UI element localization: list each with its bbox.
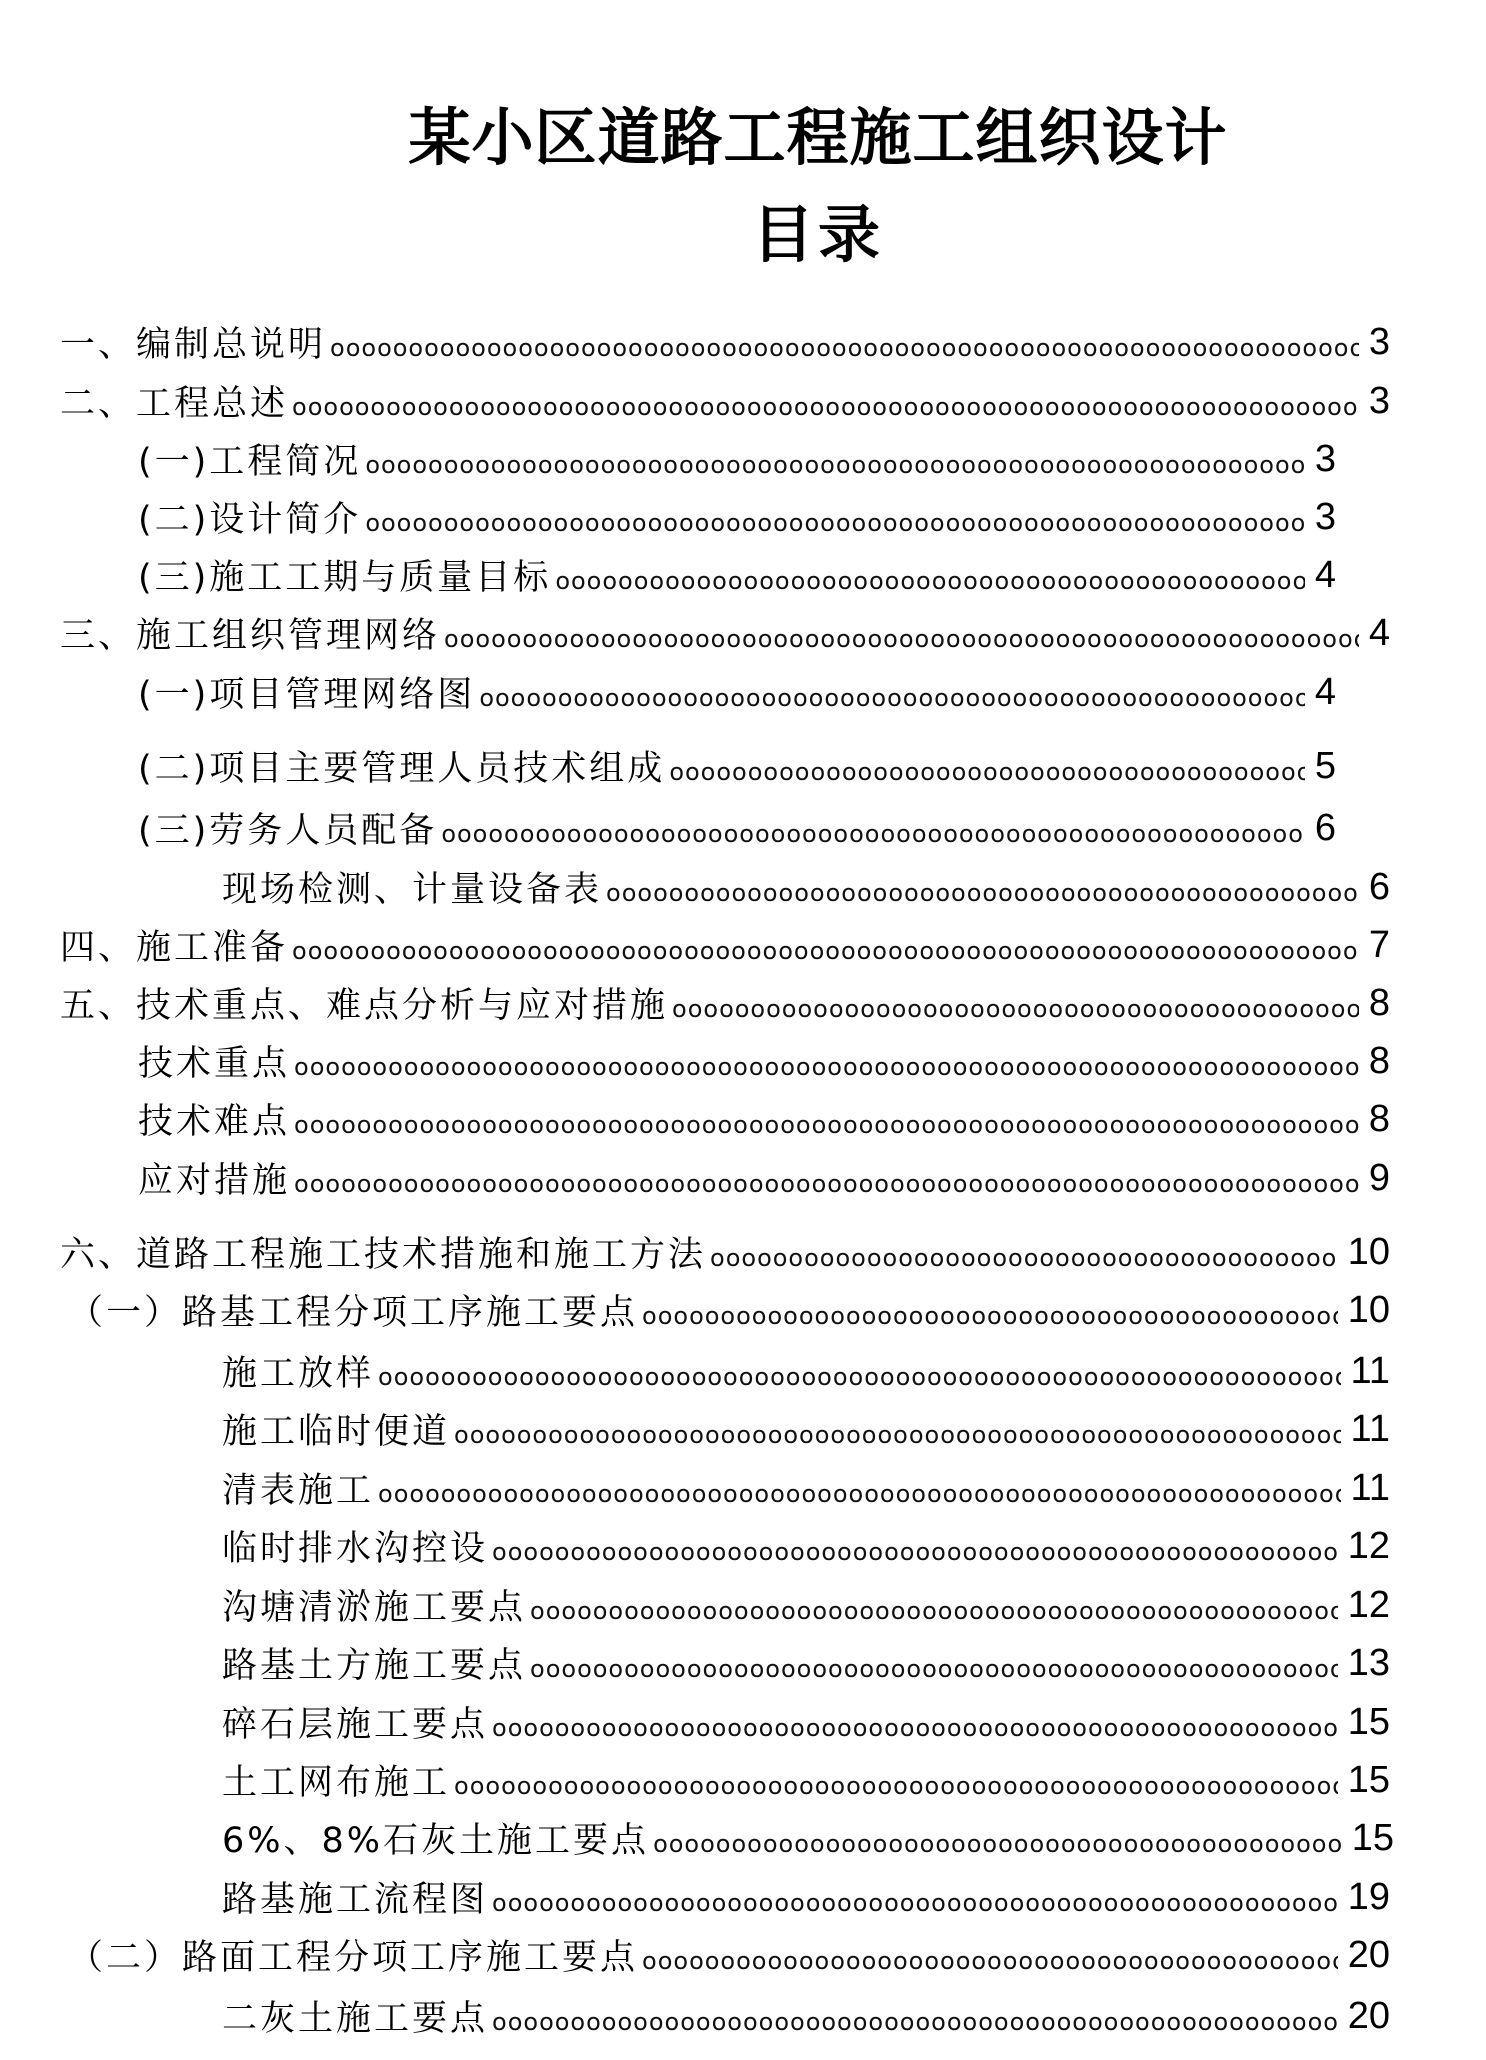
toc-entry-label: 六、道路工程施工技术措施和施工方法 xyxy=(60,1235,707,1275)
toc-entry-page: 12 xyxy=(1347,1524,1390,1567)
dot-leader xyxy=(441,820,1305,848)
dot-leader xyxy=(672,995,1359,1023)
toc-entry-page: 11 xyxy=(1350,1349,1390,1392)
toc-entry-label: 路基施工流程图 xyxy=(222,1880,489,1920)
toc-entry[interactable] xyxy=(138,667,1336,717)
dot-leader xyxy=(642,1302,1338,1330)
toc-entry-label: 四、施工准备 xyxy=(60,928,289,968)
toc-entry-label: 五、技术重点、难点分析与应对措施 xyxy=(60,986,669,1026)
dot-leader xyxy=(444,625,1359,653)
toc-entry-label: 土工网布施工 xyxy=(222,1763,451,1803)
dot-leader xyxy=(454,1421,1341,1449)
toc-entry[interactable] xyxy=(60,920,1390,970)
toc-entry-label: 清表施工 xyxy=(222,1471,375,1511)
toc-entry[interactable] xyxy=(60,1227,1390,1277)
dot-leader xyxy=(479,684,1305,712)
toc-entry-label: 6%、8%石灰土施工要点 xyxy=(222,1821,650,1861)
toc-entry-page: 3 xyxy=(1314,495,1336,538)
dot-leader xyxy=(530,1655,1338,1683)
dot-leader xyxy=(365,451,1305,479)
toc-entry-page: 8 xyxy=(1368,1097,1390,1140)
toc-entry-label: 临时排水沟控设 xyxy=(222,1529,489,1569)
toc-entry-page: 4 xyxy=(1314,553,1336,596)
toc-entry[interactable] xyxy=(60,978,1390,1028)
toc-entry-page: 20 xyxy=(1347,1933,1390,1976)
toc-entry-label: (一)工程简况 xyxy=(138,442,362,482)
dot-leader xyxy=(330,334,1359,362)
dot-leader xyxy=(492,1889,1338,1917)
toc-entry-label: 技术重点 xyxy=(138,1044,291,1084)
toc-entry[interactable] xyxy=(222,1697,1390,1747)
toc-entry[interactable] xyxy=(222,1991,1390,2041)
dot-leader xyxy=(492,2008,1338,2036)
dot-leader xyxy=(292,937,1359,965)
toc-entry-page: 9 xyxy=(1368,1156,1390,1199)
dot-leader xyxy=(294,1170,1359,1198)
dot-leader xyxy=(365,509,1305,537)
toc-entry-page: 8 xyxy=(1368,1039,1390,1082)
toc-entry-page: 12 xyxy=(1347,1583,1390,1626)
toc-entry-page: 3 xyxy=(1314,437,1336,480)
dot-leader xyxy=(454,1772,1338,1800)
toc-entry[interactable] xyxy=(222,1813,1394,1863)
toc-entry-page: 15 xyxy=(1351,1816,1394,1859)
toc-entry-label: 施工临时便道 xyxy=(222,1412,451,1452)
toc-entry-page: 3 xyxy=(1368,320,1390,363)
toc-entry-label: 二、工程总述 xyxy=(60,384,289,424)
toc-entry[interactable] xyxy=(222,1346,1390,1396)
toc-entry-label: 一、编制总说明 xyxy=(60,325,327,365)
dot-leader xyxy=(294,1111,1359,1139)
toc-entry[interactable] xyxy=(222,1638,1390,1688)
toc-entry[interactable] xyxy=(138,1153,1390,1203)
toc-entry-page: 15 xyxy=(1347,1758,1390,1801)
toc-entry[interactable] xyxy=(222,1755,1390,1805)
toc-entry[interactable] xyxy=(222,1404,1390,1454)
toc-entry[interactable] xyxy=(68,1285,1390,1335)
toc-entry-page: 11 xyxy=(1350,1466,1390,1509)
toc-entry-page: 4 xyxy=(1368,611,1390,654)
toc-entry-page: 6 xyxy=(1314,806,1336,849)
dot-leader xyxy=(606,879,1359,907)
toc-entry-page: 19 xyxy=(1347,1875,1390,1918)
toc-entry-page: 3 xyxy=(1368,379,1390,422)
toc-entry-page: 20 xyxy=(1347,1994,1390,2037)
toc-entry[interactable] xyxy=(222,862,1390,912)
dot-leader xyxy=(492,1714,1338,1742)
dot-leader xyxy=(294,1053,1359,1081)
toc-entry[interactable] xyxy=(60,608,1390,658)
dot-leader xyxy=(378,1363,1341,1391)
toc-entry-label: (二)项目主要管理人员技术组成 xyxy=(138,749,666,789)
toc-entry-label: 碎石层施工要点 xyxy=(222,1705,489,1745)
toc-entry[interactable] xyxy=(138,1094,1390,1144)
dot-leader xyxy=(710,1244,1338,1272)
toc-entry-label: 现场检测、计量设备表 xyxy=(222,870,603,910)
dot-leader xyxy=(292,393,1359,421)
toc-entry-label: (三)劳务人员配备 xyxy=(138,811,438,851)
toc-entry[interactable] xyxy=(138,803,1336,853)
toc-entry[interactable] xyxy=(138,741,1336,791)
toc-entry-label: 技术难点 xyxy=(138,1102,291,1142)
toc-entry-page: 7 xyxy=(1368,923,1390,966)
toc-entry-page: 8 xyxy=(1368,981,1390,1024)
toc-entry-label: 三、施工组织管理网络 xyxy=(60,616,441,656)
dot-leader xyxy=(642,1947,1338,1975)
toc-entry-label: (二)设计简介 xyxy=(138,500,362,540)
toc-entry[interactable] xyxy=(60,376,1390,426)
toc-entry[interactable] xyxy=(222,1580,1390,1630)
toc-entry-page: 11 xyxy=(1350,1407,1390,1450)
dot-leader xyxy=(555,567,1305,595)
toc-entry-label: 应对措施 xyxy=(138,1161,291,1201)
dot-leader xyxy=(653,1830,1342,1858)
toc-entry-label: 沟塘清淤施工要点 xyxy=(222,1588,527,1628)
dot-leader xyxy=(669,758,1305,786)
toc-entry[interactable] xyxy=(222,1463,1390,1513)
document-title: 某小区道路工程施工组织设计 xyxy=(408,101,1228,174)
toc-entry-page: 15 xyxy=(1347,1700,1390,1743)
toc-entry-label: 路基土方施工要点 xyxy=(222,1646,527,1686)
dot-leader xyxy=(492,1538,1338,1566)
toc-entry-page: 10 xyxy=(1347,1288,1390,1331)
toc-entry[interactable] xyxy=(138,1036,1390,1086)
toc-entry[interactable] xyxy=(68,1930,1390,1980)
toc-entry[interactable] xyxy=(222,1521,1390,1571)
toc-entry[interactable] xyxy=(138,492,1336,542)
toc-entry[interactable] xyxy=(138,434,1336,484)
toc-entry-label: （二）路面工程分项工序施工要点 xyxy=(68,1938,639,1978)
toc-entry-page: 13 xyxy=(1347,1641,1390,1684)
toc-entry-page: 6 xyxy=(1368,865,1390,908)
dot-leader xyxy=(378,1480,1341,1508)
dot-leader xyxy=(530,1597,1338,1625)
toc-entry-label: 施工放样 xyxy=(222,1354,375,1394)
toc-entry-page: 4 xyxy=(1314,670,1336,713)
toc-entry-label: （一）路基工程分项工序施工要点 xyxy=(68,1293,639,1333)
toc-entry[interactable] xyxy=(138,550,1336,600)
toc-entry-page: 10 xyxy=(1347,1230,1390,1273)
toc-heading: 目录 xyxy=(751,198,884,271)
toc-entry[interactable] xyxy=(222,1872,1390,1922)
toc-entry[interactable] xyxy=(60,317,1390,367)
toc-entry-label: (一)项目管理网络图 xyxy=(138,675,476,715)
toc-entry-label: 二灰土施工要点 xyxy=(222,1999,489,2039)
toc-entry-label: (三)施工工期与质量目标 xyxy=(138,558,552,598)
toc-entry-page: 5 xyxy=(1314,744,1336,787)
